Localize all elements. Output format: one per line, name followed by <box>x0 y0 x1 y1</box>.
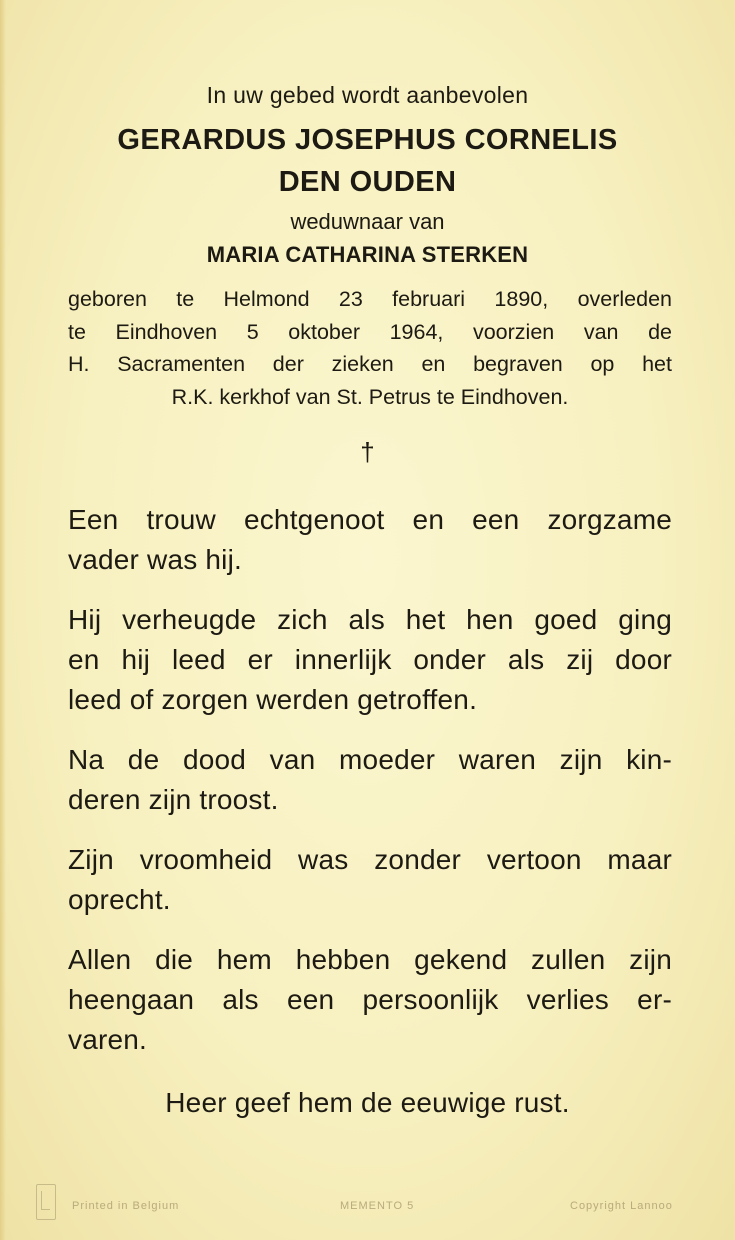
verse <box>68 940 672 1060</box>
verse <box>68 840 672 920</box>
spouse-name: MARIA CATHARINA STERKEN <box>206 242 529 267</box>
copyright-label: Copyright Lannoo <box>570 1200 673 1212</box>
deceased-name-line-2: DEN OUDEN <box>278 166 457 198</box>
verse-line: heengaan als een persoonlijk verlies er- <box>68 984 672 1015</box>
verse <box>68 740 672 820</box>
biography-line: geboren te Helmond 23 februari 1890, overleden <box>68 287 672 311</box>
verse-line: leed of zorgen werden getroffen. <box>68 684 478 715</box>
verse-line: Een trouw echtgenoot en een zorgzame <box>68 504 672 535</box>
verse-line: oprecht. <box>68 884 171 915</box>
cross-icon: † <box>360 437 375 467</box>
biography-line: H. Sacramenten der zieken en begraven op het <box>68 352 672 376</box>
verse-line: deren zijn troost. <box>68 784 279 815</box>
verse-line: Na de dood van moeder waren zijn kin- <box>68 744 672 775</box>
verse <box>68 500 672 580</box>
series-label: MEMENTO 5 <box>340 1200 415 1212</box>
widower-of-label: weduwnaar van <box>290 209 445 234</box>
verse-line: Zijn vroomheid was zonder vertoon maar <box>68 844 672 875</box>
verse-line: Allen die hem hebben gekend zullen zijn <box>68 944 672 975</box>
verse-line: varen. <box>68 1024 148 1055</box>
verse-line: en hij leed er innerlijk onder als zij door <box>68 644 672 675</box>
card-edge <box>0 0 6 1240</box>
closing-prayer: Heer geef hem de eeuwige rust. <box>165 1087 570 1118</box>
printed-in-label: Printed in Belgium <box>72 1200 180 1212</box>
biography <box>68 283 672 413</box>
biography-line: te Eindhoven 5 oktober 1964, voorzien van de <box>68 319 672 344</box>
verse <box>68 600 672 720</box>
verse-line: Hij verheugde zich als het hen goed ging <box>68 604 672 635</box>
verses <box>68 500 672 1080</box>
biography-line: R.K. kerkhof van St. Petrus te Eindhoven. <box>171 384 569 409</box>
verse-line: vader was hij. <box>68 544 242 575</box>
deceased-name-line-1: GERARDUS JOSEPHUS CORNELIS <box>117 124 618 156</box>
intro-text: In uw gebed wordt aanbevolen <box>206 82 529 108</box>
footer <box>0 1192 735 1222</box>
